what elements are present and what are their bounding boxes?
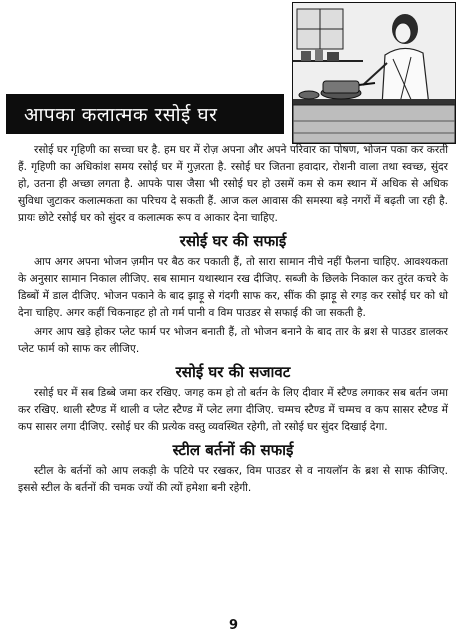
page-content — [18, 142, 448, 499]
page-number: 9 — [228, 618, 239, 633]
cleaning-paragraph-1: आप अगर अपना भोजन ज़मीन पर बैठ कर पकाती हैं, तो सारा सामान नीचे नहीं फैलना चाहिए. आवश्यकता के अनुसार सामान निकाल लीजिए. सब सामान यथास्थान रख दीजिए. सब्जी के छिलके निकाल कर तुरंत कचरे के डिब्बों में डाल दीजिए. भोजन पकाने के बाद झाड़ू से गंदगी साफ कर, सींक की झाड़ू से रगड़ कर रसोई घर को धो देना चाहिए. अगर कहीं चिकनाहट हो तो गर्म पानी व विम पाउडर से सफाई की जा सकती है. — [18, 256, 448, 319]
section-heading-cleaning: रसोई घर की सफाई — [179, 232, 287, 250]
intro-paragraph: रसोई घर गृहिणी का सच्चा घर है. हम घर में रोज़ अपना और अपने परिवार का पोषण, भोजन पका कर करती हैं. गृहिणी का अधिकांश समय रसोई घर में गुज़रता है. रसोई घर जितना हवादार, रोशनी वाला तथा स्वच्छ, सुंदर हो, उतना ही अच्छा लगता है. आपके पास जैसा भी रसोई घर हो उसमें कम से कम स्थान में अधिक से अधिक सुविधा जुटाकर कलात्मकता का परिचय दे सकती हैं. आज कल आवास की समस्या बड़े नगरों में बढ़ती जा रही है. प्रायः छोटे रसोई घर को सुंदर व कलात्मक रूप व आकार देना चाहिए. — [18, 144, 448, 224]
steel-utensils-paragraph: स्टील के बर्तनों को आप लकड़ी के पटिये पर रखकर, विम पाउडर से व नायलॉन के ब्रश से साफ कीजिए. इससे स्टील के बर्तनों की चमक ज्यों की त्यों हमेशा बनी रहेगी. — [18, 465, 448, 494]
chapter-title: आपका कलात्मक रसोई घर — [24, 104, 218, 126]
decoration-paragraph: रसोई घर में सब डिब्बे जमा कर रखिए. जगह कम हो तो बर्तन के लिए दीवार में स्टैण्ड लगाकर सब बर्तन जमा कर रखिए. थाली स्टैण्ड में थाली व प्लेट स्टैण्ड में प्लेट लगा दीजिए. चम्मच स्टैण्ड में चम्मच व कप सासर स्टैण्ड में कप सासर लगा दीजिए. रसोई घर की प्रत्येक वस्तु व्यवस्थित रहेगी, तो रसोई घर सुंदर दिखाई देगा. — [18, 387, 448, 433]
section-heading-steel-utensils: स्टील बर्तनों की सफाई — [172, 441, 294, 459]
section-heading-decoration: रसोई घर की सजावट — [175, 363, 291, 381]
woman-cooking-icon — [293, 3, 455, 143]
woman-cooking-illustration — [292, 2, 456, 144]
chapter-title-bar — [6, 94, 284, 134]
cleaning-paragraph-2: अगर आप खड़े होकर प्लेट फार्म पर भोजन बनाती हैं, तो भोजन बनाने के बाद तार के ब्रश से पाउडर डालकर प्लेट फार्म को साफ कर लीजिए. — [18, 326, 448, 355]
